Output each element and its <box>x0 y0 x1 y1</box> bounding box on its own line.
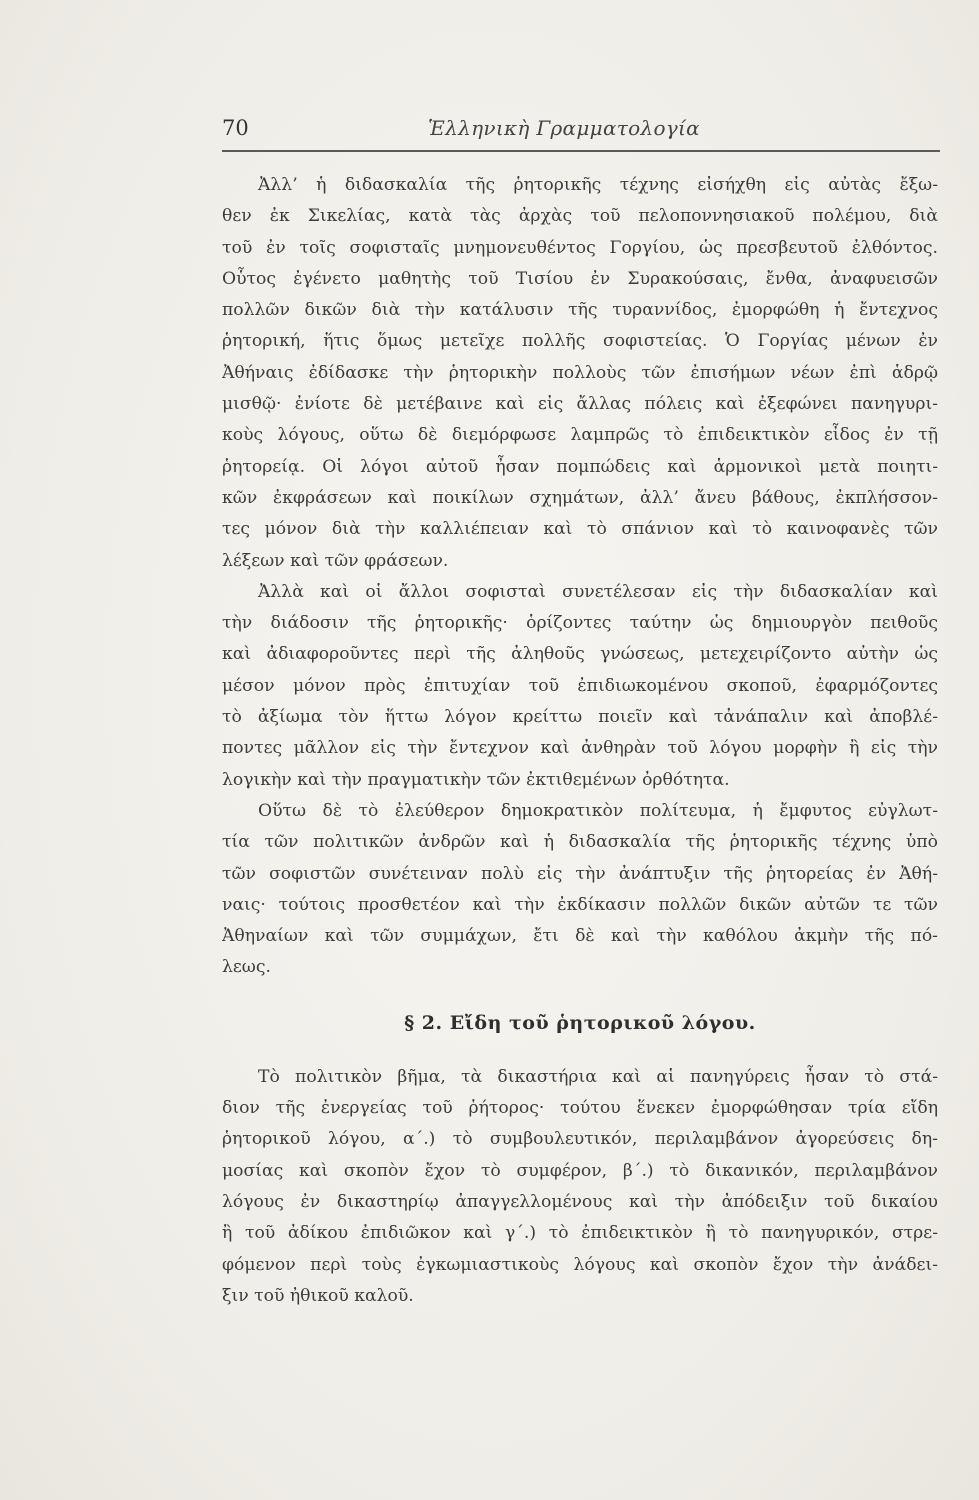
text-line: λεως. <box>222 957 271 978</box>
text-line: ναις· τούτοις προσθετέον καὶ τὴν ἐκδίκασιν πολλῶν δικῶν αὐτῶν τε τῶν <box>222 894 938 915</box>
paragraph-1 <box>222 170 938 577</box>
text-line: ποντες μᾶλλον εἰς τὴν ἔντεχνον καὶ ἀνθηρὰν τοῦ λόγου μορφὴν ἢ εἰς τὴν <box>222 738 938 759</box>
text-line: τὸ ἀξίωμα τὸν ἥττω λόγον κρείττω ποιεῖν καὶ τἀνάπαλιν καὶ ἀποβλέ- <box>222 707 938 728</box>
text-line: τοῦ ἐν τοῖς σοφισταῖς μνημονευθέντος Γοργίου, ὡς πρεσβευτοῦ ἐλθόντος. <box>222 237 938 258</box>
running-title: Ἑλληνικὴ Γραμματολογία <box>428 116 700 140</box>
text-line: Ἀθηναίων καὶ τῶν συμμάχων, ἔτι δὲ καὶ τὴν καθόλου ἀκμὴν τῆς πό- <box>222 926 938 947</box>
paragraph-2 <box>222 577 938 796</box>
text-line: μισθῷ· ἐνίοτε δὲ μετέβαινε καὶ εἰς ἄλλας πόλεις καὶ ἐξεφώνει πανηγυρι- <box>222 394 938 415</box>
text-line: Τὸ πολιτικὸν βῆμα, τὰ δικαστήρια καὶ αἱ πανηγύρεις ἦσαν τὸ στά- <box>258 1066 938 1087</box>
text-line: Ἀλλ’ ἡ διδασκαλία τῆς ῥητορικῆς τέχνης εἰσήχθη εἰς αὐτὰς ἔξω- <box>258 175 938 195</box>
page-body <box>222 170 938 1312</box>
text-line: ξιν τοῦ ἠθικοῦ καλοῦ. <box>222 1285 414 1306</box>
text-line: μέσον μόνον πρὸς ἐπιτυχίαν τοῦ ἐπιδιωκομένου σκοποῦ, ἐφαρμόζοντες <box>222 675 938 696</box>
header-rule <box>222 150 940 152</box>
text-line: διον τῆς ἐνεργείας τοῦ ῥήτορος· τούτου ἕνεκεν ἐμορφώθησαν τρία εἴδη <box>222 1098 938 1119</box>
text-line: καὶ ἀδιαφοροῦντες περὶ τῆς ἀληθοῦς γνώσεως, μετεχειρίζοντο αὐτὴν ὡς <box>222 644 938 665</box>
text-line: πολλῶν δικῶν διὰ τὴν κατάλυσιν τῆς τυραννίδος, ἐμορφώθη ἡ ἔντεχνος <box>222 300 938 321</box>
text-line: θεν ἐκ Σικελίας, κατὰ τὰς ἀρχὰς τοῦ πελοποννησιακοῦ πολέμου, διὰ <box>222 206 938 227</box>
text-line: λέξεων καὶ τῶν φράσεων. <box>222 550 449 571</box>
text-line: φόμενον περὶ τοὺς ἐγκωμιαστικοὺς λόγους καὶ σκοπὸν ἔχον τὴν ἀνάδει- <box>222 1254 938 1275</box>
text-line: λόγους ἐν δικαστηρίῳ ἀπαγγελλομένους καὶ τὴν ἀπόδειξιν τοῦ δικαίου <box>222 1191 938 1212</box>
text-line: Ἀθήναις ἐδίδασκε τὴν ῥητορικὴν πολλοὺς τῶν ἐπισήμων νέων ἐπὶ ἁδρῷ <box>222 362 938 383</box>
text-line: Οὗτος ἐγένετο μαθητὴς τοῦ Τισίου ἐν Συρακούσαις, ἔνθα, ἀναφυεισῶν <box>222 268 938 289</box>
text-line: μοσίας καὶ σκοπὸν ἔχον τὸ συμφέρον, β΄.) τὸ δικανικόν, περιλαμβάνον <box>222 1160 938 1181</box>
text-line: κῶν ἐκφράσεων καὶ ποικίλων σχημάτων, ἀλλ’ ἄνευ βάθους, ἐκπλήσσον- <box>222 487 938 508</box>
page-number: 70 <box>222 116 249 140</box>
text-line: κοὺς λόγους, οὕτω δὲ διεμόρφωσε λαμπρῶς τὸ ἐπιδεικτικὸν εἶδος ἐν τῇ <box>222 425 938 446</box>
text-line: ῥητορείᾳ. Οἱ λόγοι αὐτοῦ ἦσαν πομπώδεις καὶ ἁρμονικοὶ μετὰ ποιητι- <box>222 456 938 477</box>
section-heading: § 2. Εἴδη τοῦ ῥητορικοῦ λόγου. <box>404 1011 756 1034</box>
text-line: Οὕτω δὲ τὸ ἐλεύθερον δημοκρατικὸν πολίτευμα, ἡ ἔμφυτος εὐγλωτ- <box>258 800 938 821</box>
text-line: Ἀλλὰ καὶ οἱ ἄλλοι σοφισταὶ συνετέλεσαν εἰς τὴν διδασκαλίαν καὶ <box>258 581 938 602</box>
text-line: ῥητορική, ἥτις ὅμως μετεῖχε πολλῆς σοφιστείας. Ὁ Γοργίας μένων ἐν <box>222 331 938 352</box>
text-line: ῥητορικοῦ λόγου, α΄.) τὸ συμβουλευτικόν, περιλαμβάνον ἀγορεύσεις δη- <box>222 1129 938 1150</box>
page-header <box>222 116 942 146</box>
paragraph-4 <box>222 1062 938 1312</box>
text-line: ἢ τοῦ ἀδίκου ἐπιδιῶκον καὶ γ΄.) τὸ ἐπιδεικτικὸν ἢ τὸ πανηγυρικόν, στρε- <box>222 1223 938 1244</box>
text-line: τία τῶν πολιτικῶν ἀνδρῶν καὶ ἡ διδασκαλία τῆς ῥητορικῆς τέχνης ὑπὸ <box>222 832 938 853</box>
text-line: λογικὴν καὶ τὴν πραγματικὴν τῶν ἐκτιθεμένων ὀρθότητα. <box>222 769 730 790</box>
text-line: τὴν διάδοσιν τῆς ῥητορικῆς· ὁρίζοντες ταύτην ὡς δημιουργὸν πειθοῦς <box>222 613 938 634</box>
text-line: τες μόνον διὰ τὴν καλλιέπειαν καὶ τὸ σπάνιον καὶ τὸ καινοφανὲς τῶν <box>222 519 938 540</box>
text-line: τῶν σοφιστῶν συνέτειναν πολὺ εἰς τὴν ἀνάπτυξιν τῆς ῥητορείας ἐν Ἀθή- <box>222 863 938 884</box>
paragraph-3 <box>222 796 938 984</box>
